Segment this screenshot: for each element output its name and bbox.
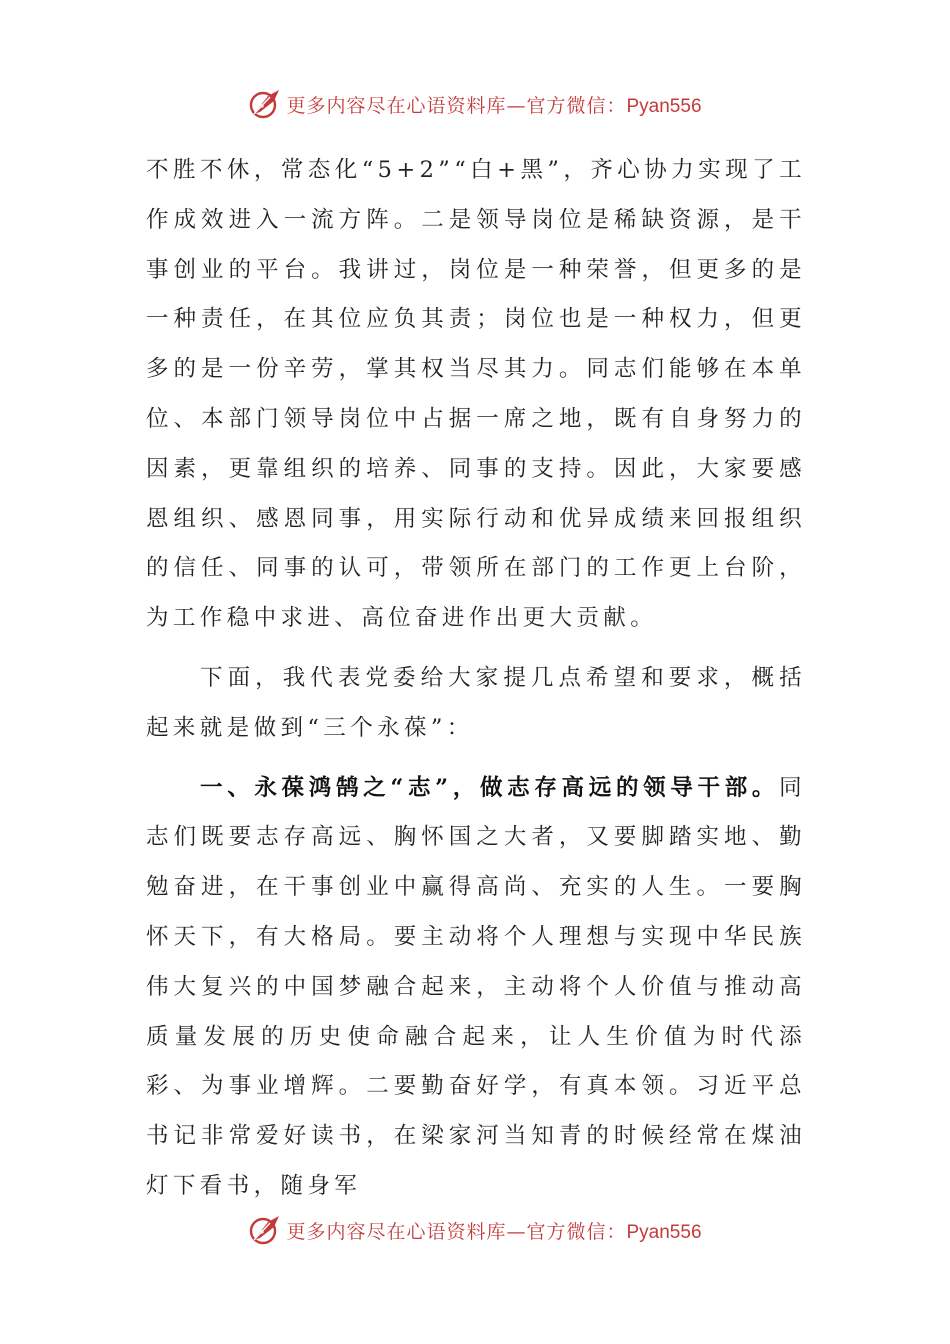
- header-banner-wechat-id: Pyan556: [626, 95, 702, 117]
- header-banner: [0, 84, 950, 124]
- footer-banner-wechat-id: Pyan556: [626, 1221, 702, 1243]
- section-heading-1: 一、永葆鸿鹄之“志”，做志存高远的领导干部。: [200, 774, 780, 801]
- paragraph-2: 下面，我代表党委给大家提几点希望和要求，概括起来就是做到“三个永葆”：: [146, 664, 806, 741]
- footer-banner-text: [286, 1217, 701, 1244]
- quill-pen-logo: [248, 87, 282, 121]
- footer-banner-label: 更多内容尽在心语资料库—官方微信：: [286, 1220, 627, 1243]
- paragraph-3: [146, 764, 806, 1212]
- document-body: [146, 146, 806, 1212]
- paragraph-1: 不胜不休，常态化“5+2”“白+黑”，齐心协力实现了工作成效进入一流方阵。二是领导岗位是稀缺资源，是干事创业的平台。我讲过，岗位是一种荣誉，但更多的是一种责任，在其位应负其责；岗位也是一种权力，但更多的是一份辛劳，掌其权当尽其力。同志们能够在本单位、本部门领导岗位中占据一席之地，既有自身努力的因素，更靠组织的培养、同事的支持。因此，大家要感恩组织、感恩同事，用实际行动和优异成绩来回报组织的信任、同事的认可，带领所在部门的工作更上台阶，为工作稳中求进、高位奋进作出更大贡献。: [146, 157, 806, 632]
- paragraph-3-text: 同志们既要志存高远、胸怀国之大者，又要脚踏实地、勤勉奋进，在干事创业中赢得高尚、充实的人生。一要胸怀天下，有大格局。要主动将个人理想与实现中华民族伟大复兴的中国梦融合起来，主动将个人价值与推动高质量发展的历史使命融合起来，让人生价值为时代添彩、为事业增辉。二要勤奋好学，有真本领。习近平总书记非常爱好读书，在梁家河当知青的时候经常在煤油灯下看书，随身军: [146, 774, 806, 1199]
- header-banner-label: 更多内容尽在心语资料库—官方微信：: [286, 94, 627, 117]
- quill-pen-logo: [248, 1213, 282, 1247]
- footer-banner: [0, 1210, 950, 1250]
- header-banner-text: [286, 91, 701, 118]
